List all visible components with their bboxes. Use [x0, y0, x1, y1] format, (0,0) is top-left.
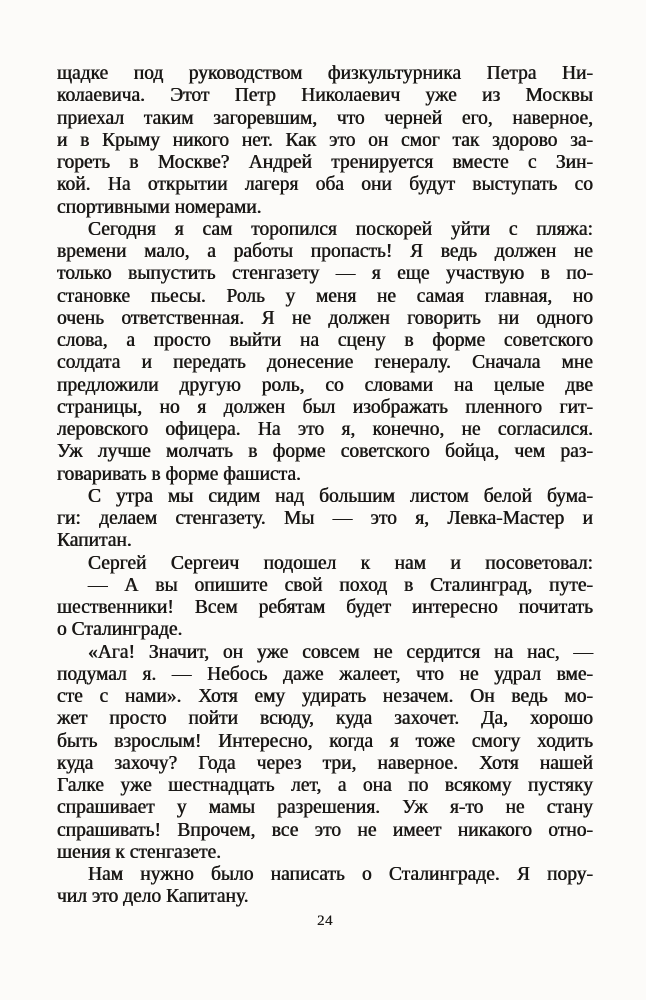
text-line: быть взрослым! Интересно, когда я тоже смогу ходить	[57, 730, 593, 752]
text-line: становке пьесы. Роль у меня не самая главная, но	[57, 285, 593, 307]
text-line: спрашивать! Впрочем, все это не имеет никакого отно-	[57, 819, 593, 841]
text-line: Уж лучше молчать в форме советского бойца, чем раз-	[57, 441, 593, 463]
text-line: шественники! Всем ребятам будет интересно почитать	[57, 597, 593, 618]
text-line: страницы, но я должен был изображать пленного гит-	[57, 396, 593, 418]
text-line: времени мало, а работы пропасть! Я ведь должен не	[57, 241, 593, 262]
text-line: С утра мы сидим над большим листом белой бума-	[88, 485, 593, 507]
text-line: «Ага! Значит, он уже совсем не сердится на нас, —	[88, 641, 593, 663]
text-line: ги: делаем стенгазету. Мы — это я, Левка-Мастер и	[57, 508, 593, 529]
text-line: предложили другую роль, со словами на целые две	[57, 374, 593, 396]
text-line: кой. На открытии лагеря оба они будут выступать со	[57, 174, 593, 196]
text-line: спрашивает у мамы разрешения. Уж я-то не стану	[57, 797, 593, 819]
text-line: о Сталинграде.	[57, 619, 183, 641]
text-line: слова, а просто выйти на сцену в форме советского	[57, 330, 593, 351]
text-line: Нам нужно было написать о Сталинграде. Я пору-	[88, 864, 593, 885]
text-line: сте с нами». Хотя ему удирать незачем. Он ведь мо-	[57, 686, 593, 707]
text-line: и в Крыму никого нет. Как это он смог так здорово за-	[57, 129, 593, 151]
text-line: Галке уже шестнадцать лет, а она по всякому пустяку	[57, 775, 593, 796]
text-line: куда захочу? Года через три, наверное. Хотя нашей	[57, 752, 593, 774]
page-text	[57, 63, 593, 909]
text-line: гореть в Москве? Андрей тренируется вместе с Зин-	[57, 152, 593, 173]
text-line: спортивными номерами.	[57, 196, 262, 218]
text-line: приехал таким загоревшим, что черней его, наверное,	[57, 107, 593, 129]
text-line: подумал я. — Небось даже жалеет, что не удрал вме-	[57, 663, 593, 685]
text-line: щадке под руководством физкультурника Петра Ни-	[57, 63, 593, 84]
text-line: говаривать в форме фашиста.	[57, 463, 301, 485]
text-line: Сергей Сергеич подошел к нам и посоветовал:	[88, 552, 593, 574]
page-number: 24	[317, 913, 333, 929]
text-line: только выпустить стенгазету — я еще участвую в по-	[57, 263, 593, 285]
text-line: леровского офицера. На это я, конечно, не согласился.	[57, 419, 593, 440]
text-line: очень ответственная. Я не должен говорить ни одного	[57, 307, 593, 329]
text-line: Капитан.	[57, 530, 132, 552]
text-line: — А вы опишите свой поход в Сталинград, путе-	[88, 574, 593, 596]
text-line: Сегодня я сам торопился поскорей уйти с пляжа:	[88, 218, 593, 240]
text-line: солдата и передать донесение генералу. Сначала мне	[57, 352, 593, 374]
text-line: колаевича. Этот Петр Николаевич уже из Москвы	[57, 85, 593, 107]
text-line: жет просто пойти всюду, куда захочет. Да, хорошо	[57, 708, 593, 730]
text-line: чил это дело Капитану.	[57, 886, 249, 908]
text-line: шения к стенгазете.	[57, 841, 222, 863]
